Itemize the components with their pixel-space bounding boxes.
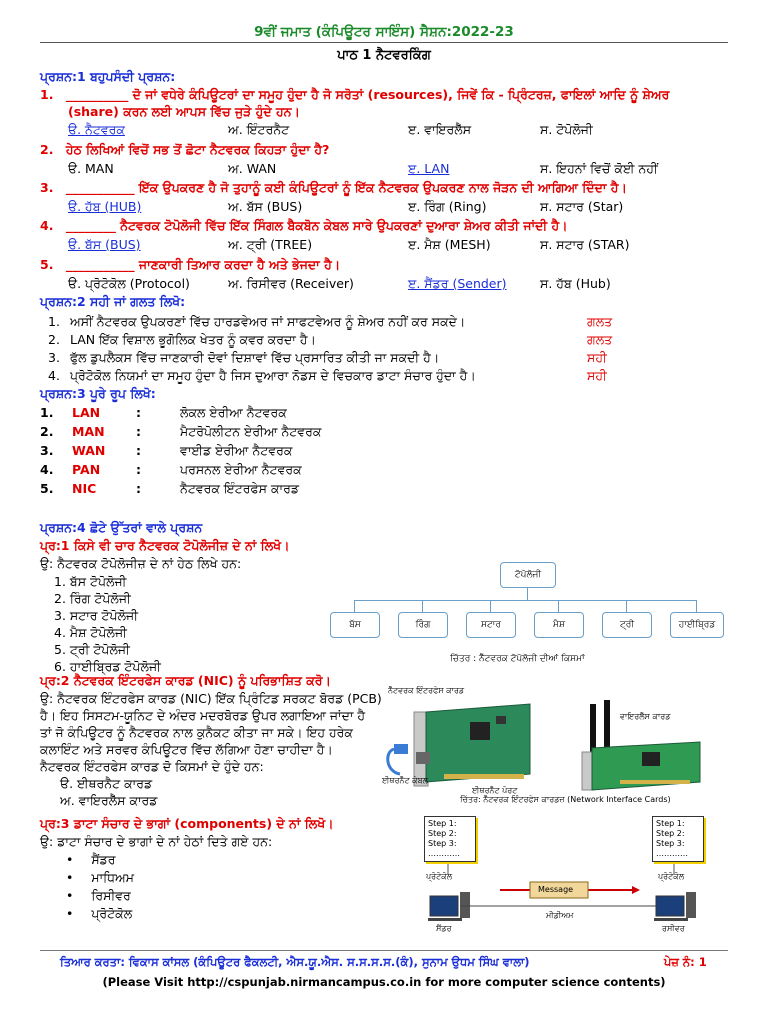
q3-5-sep: : [136, 481, 141, 496]
q1-heading: ਪ੍ਰਸ਼ਨ:1 ਬਹੁਪਸੰਦੀ ਪ੍ਰਸ਼ਨ: [40, 69, 176, 84]
q1-item3-opt-c: ੲ. ਰਿੰਗ (Ring) [408, 199, 487, 214]
protocol-left-label: ਪ੍ਰੋਟੋਕੋਲ [426, 872, 453, 881]
nic-gold-pins [444, 774, 524, 779]
sender-keyboard [428, 918, 462, 921]
q1-item3-num: 3. [40, 180, 54, 195]
footer-prepared-by: ਤਿਆਰ ਕਰਤਾ: ਵਿਕਾਸ ਕਾਂਸਲ (ਕੰਪਿਊਟਰ ਫੈਕਲਟੀ, ਐਸ.ਯੂ.ਐਸ. ਸ.ਸ.ਸ.ਸ.(ਕੰ), ਸੁਨਾਮ ਉਧਮ ਸਿੰਘ ਵਾਲਾ) [60, 955, 530, 969]
q1-item3-opt-b: ਅ. ਬੱਸ (BUS) [228, 199, 303, 214]
topology-branch-line [354, 600, 696, 601]
q3-heading: ਪ੍ਰਸ਼ਨ:3 ਪੂਰੇ ਰੂਪ ਲਿਖੋ: [40, 386, 156, 401]
q1-item2-line1 [40, 142, 329, 158]
q3-2-sep: : [136, 424, 141, 439]
topology-branch-2 [422, 600, 423, 612]
q2-row-4-text: ਪ੍ਰੋਟੋਕੋਲ ਨਿਯਮਾਂ ਦਾ ਸਮੂਹ ਹੁੰਦਾ ਹੈ ਜਿਸ ਦੁਆਰਾ ਨੋਡਸ ਦੇ ਵਿਚਕਾਰ ਡਾਟਾ ਸੰਚਾਰ ਹੁੰਦਾ ਹੈ। [69, 368, 476, 383]
topology-branch-5 [626, 600, 627, 612]
q2-row-3 [48, 350, 439, 366]
topology-root-line [527, 587, 528, 600]
q1-item4-blank: ________ [65, 218, 116, 233]
q4-p1-list-1: 1. ਬੱਸ ਟੋਪੋਲੋਜੀ [54, 574, 127, 589]
sender-step-1: Step 1: [428, 819, 457, 828]
q2-row-1-text: ਅਸੀਂ ਨੈਟਵਰਕ ਉਪਕਰਣਾਂ ਵਿੱਚ ਹਾਰਡਵੇਅਰ ਜਾਂ ਸਾਫਟਵੇਅਰ ਨੂੰ ਸ਼ੇਅਰ ਨਹੀਂ ਕਰ ਸਕਦੇ। [69, 314, 466, 329]
q3-5-full: ਨੈਟਵਰਕ ਇੰਟਰਫੇਸ ਕਾਰਡ [180, 481, 299, 496]
q2-row-1-num: 1. [48, 314, 60, 329]
q4-heading: ਪ੍ਰਸ਼ਨ:4 ਛੋਟੇ ਉੱਤਰਾਂ ਵਾਲੇ ਪ੍ਰਸ਼ਨ [40, 520, 203, 535]
q1-item3-line1 [40, 180, 627, 196]
q1-item3-opt-a: ੳ. ਹੱਬ (HUB) [68, 199, 142, 214]
q1-item1-line2: (share) ਕਰਨ ਲਈ ਆਪਸ ਵਿੱਚ ਜੁੜੇ ਹੁੰਦੇ ਹਨ। [68, 104, 300, 119]
receiver-label: ਰਸੀਵਰ [662, 924, 685, 933]
header-divider [40, 42, 728, 43]
topology-caption: ਚਿੱਤਰ : ਨੈੱਟਵਰਕ ਟੋਪੋਲੋਜੀ ਦੀਆਂ ਕਿਸਮਾਂ [450, 654, 585, 664]
q3-5-abbr: NIC [72, 481, 97, 496]
topology-child-bus: ਬੱਸ [330, 612, 380, 638]
sender-step-3: Step 3: [428, 839, 457, 848]
q3-4-full: ਪਰਸਨਲ ਏਰੀਆ ਨੈਟਵਰਕ [180, 462, 302, 477]
q4-p1-list-3: 3. ਸਟਾਰ ਟੋਪੋਲੋਜੀ [54, 608, 138, 623]
q1-item1-opt-c: ੲ. ਵਾਇਰਲੈੱਸ [408, 122, 472, 137]
wireless-card-label: ਵਾਇਰਲੈੱਸ ਕਾਰਡ [620, 712, 671, 721]
q4-p1-list-2: 2. ਰਿੰਗ ਟੋਪੋਲੋਜੀ [54, 591, 131, 606]
q4-p2-line-6: ੳ. ਈਥਰਨੈਟ ਕਾਰਡ [60, 776, 153, 791]
wireless-gold-pins [620, 780, 690, 784]
q3-4-sep: : [136, 462, 141, 477]
q1-item4-opt-c: ੲ. ਮੈਸ਼ (MESH) [408, 237, 491, 252]
q1-item2-opt-c: ੲ. LAN [408, 161, 450, 176]
q2-row-2 [48, 332, 316, 348]
q1-item5-opt-a: ੳ. ਪ੍ਰੋਟੋਕੋਲ (Protocol) [68, 276, 190, 291]
ethernet-port-label: ਈਥਰਨੈੱਟ ਪੋਰਟ [472, 786, 518, 795]
receiver-dots: ………… [656, 849, 688, 858]
q1-item1-opt-d: ਸ. ਟੋਪੋਲੋਜੀ [540, 122, 593, 137]
nic-card-label: ਨੈੱਟਵਰਕ ਇੰਟਰਫੇਸ ਕਾਰਡ [388, 686, 465, 695]
q1-item5-blank: ___________ [65, 257, 135, 272]
q3-5-num: 5. [40, 481, 54, 496]
q1-item2-opt-b: ਅ. WAN [228, 161, 277, 176]
q1-item1-text: ਦੋ ਜਾਂ ਵਧੇਰੇ ਕੰਪਿਊਟਰਾਂ ਦਾ ਸਮੂਹ ਹੁੰਦਾ ਹੈ ਜੋ ਸਰੋਤਾਂ (resources), ਜਿਵੇਂ ਕਿ - ਪ੍ਰਿੰਟਰਜ਼, ਫਾਇਲਾਂ ਆਦਿ ਨੂੰ ਸ਼ੇਅਰ [128, 87, 670, 102]
q4-p3-question: ਪ੍ਰ:3 ਡਾਟਾ ਸੰਚਾਰ ਦੇ ਭਾਗਾਂ (components) ਦੇ ਨਾਂ ਲਿਖੋ। [40, 816, 334, 831]
q4-p3-answer: ਉ: ਡਾਟਾ ਸੰਚਾਰ ਦੇ ਭਾਗਾਂ ਦੇ ਨਾਂ ਹੇਠਾਂ ਦਿਤੇ ਗਏ ਹਨ: [40, 834, 273, 849]
q2-row-2-text: LAN ਇੱਕ ਵਿਸ਼ਾਲ ਭੂਗੋਲਿਕ ਖੇਤਰ ਨੂੰ ਕਵਰ ਕਰਦਾ ਹੈ। [69, 332, 316, 347]
footer-visit-link[interactable]: (Please Visit http://cspunjab.nirmancampus.co.in for more computer science contents) [102, 975, 666, 989]
nic-image [380, 682, 728, 806]
medium-label: ਮੀਡੀਅਮ [546, 911, 574, 920]
sender-dots: ………… [428, 849, 460, 858]
q1-item5-opt-b: ਅ. ਰਿਸੀਵਰ (Receiver) [228, 276, 354, 291]
sender-monitor [430, 896, 458, 916]
sender-label: ਸੈਂਡਰ [436, 924, 452, 933]
q4-p3-list-4: • ਪ੍ਰੋਟੋਕੋਲ [66, 906, 133, 921]
q2-row-4-num: 4. [48, 368, 60, 383]
q1-item3-opt-d: ਸ. ਸਟਾਰ (Star) [540, 199, 624, 214]
q2-row-4-answer: ਸਹੀ [587, 368, 607, 383]
q3-2-abbr: MAN [72, 424, 105, 439]
q1-item2-opt-a: ੳ. MAN [68, 161, 114, 176]
q1-item4-opt-a: ੳ. ਬੱਸ (BUS) [68, 237, 141, 252]
q1-item5-opt-d: ਸ. ਹੱਬ (Hub) [540, 276, 611, 291]
nic-caption: ਚਿੱਤਰ: ਨੈੱਟਵਰਕ ਇੰਟਰਫੇਸ ਕਾਰਡਜ਼ (Network Interface Cards) [460, 795, 671, 804]
q2-row-3-text: ਫੁੱਲ ਡੁਪਲੈਕਸ ਵਿੱਚ ਜਾਣਕਾਰੀ ਦੋਵਾਂ ਦਿਸ਼ਾਵਾਂ ਵਿੱਚ ਪ੍ਰਸਾਰਿਤ ਕੀਤੀ ਜਾ ਸਕਦੀ ਹੈ। [69, 350, 440, 365]
topology-child-ring: ਰਿੰਗ [398, 612, 448, 638]
q3-3-sep: : [136, 443, 141, 458]
sender-step-2: Step 2: [428, 829, 457, 838]
q4-p3-list-3: • ਰਿਸੀਵਰ [66, 888, 131, 903]
q1-item4-num: 4. [40, 218, 54, 233]
message-arrowhead [632, 886, 640, 894]
nic-board [426, 704, 530, 782]
receiver-step-1: Step 1: [656, 819, 685, 828]
q2-row-1 [48, 314, 465, 330]
q1-item5-line1 [40, 257, 340, 273]
footer-divider [40, 950, 728, 951]
topology-child-star: ਸਟਾਰ [466, 612, 516, 638]
topology-diagram [330, 556, 728, 672]
q3-1-num: 1. [40, 405, 54, 420]
q1-item1-opt-b: ਅ. ਇੰਟਰਨੈਟ [228, 122, 290, 137]
topology-branch-3 [490, 600, 491, 612]
lesson-title: ਪਾਠ 1 ਨੈਟਵਰਕਿੰਗ [337, 48, 431, 63]
sender-tower [460, 892, 470, 918]
q1-item5-text: ਜਾਣਕਾਰੀ ਤਿਆਰ ਕਰਦਾ ਹੈ ਅਤੇ ਭੇਜਦਾ ਹੈ। [134, 257, 341, 272]
q1-item2-opt-d: ਸ. ਇਹਨਾਂ ਵਿਚੋਂ ਕੋਈ ਨਹੀਂ [540, 161, 658, 176]
q3-list [40, 405, 440, 501]
q1-item2-text: ਹੇਠ ਲਿਖਿਆਂ ਵਿਚੋਂ ਸਭ ਤੋਂ ਛੋਟਾ ਨੈਟਵਰਕ ਕਿਹੜਾ ਹੁੰਦਾ ਹੈ? [65, 142, 330, 157]
ethernet-cable-plug [394, 744, 408, 754]
topology-child-mesh: ਮੈਸ਼ [534, 612, 584, 638]
receiver-keyboard [654, 918, 688, 921]
wireless-chip [642, 752, 660, 766]
q3-3-full: ਵਾਈਡ ਏਰੀਆ ਨੈਟਵਰਕ [180, 443, 293, 458]
receiver-step-3: Step 3: [656, 839, 685, 848]
page-header-title: 9ਵੀਂ ਜਮਾਤ (ਕੰਪਿਊਟਰ ਸਾਇੰਸ) ਸੈਸ਼ਨ:2022-23 [254, 24, 514, 40]
q4-p1-list-5: 5. ਟ੍ਰੀ ਟੋਪੋਲੋਜੀ [54, 642, 130, 657]
topology-branch-4 [558, 600, 559, 612]
topology-child-hybrid: ਹਾਈਬ੍ਰਿਡ [670, 612, 724, 638]
q2-row-4 [48, 368, 476, 384]
topology-root-box: ਟੋਪੋਲੋਜੀ [500, 562, 556, 588]
q3-1-full: ਲੋਕਲ ਏਰੀਆ ਨੈਟਵਰਕ [180, 405, 287, 420]
q1-item3-text: ਇੱਕ ਉਪਕਰਣ ਹੈ ਜੋ ਤੁਹਾਨੂੰ ਕਈ ਕੰਪਿਊਟਰਾਂ ਨੂੰ ਇੱਕ ਨੈਟਵਰਕ ਉਪਕਰਣ ਨਾਲ ਜੋੜਨ ਦੀ ਆਗਿਆ ਦਿੰਦਾ ਹੈ। [134, 180, 627, 195]
nic-chip-small [496, 716, 506, 724]
topology-branch-6 [696, 600, 697, 612]
q1-item5-opt-c: ੲ. ਸੈਂਡਰ (Sender) [408, 276, 507, 291]
q4-p1-list-4: 4. ਮੈਸ਼ ਟੋਪੋਲੋਜੀ [54, 625, 127, 640]
q4-p2-line-5: ਨੈਟਵਰਕ ਇੰਟਰਫੇਸ ਕਾਰਡ ਦੋ ਕਿਸਮਾਂ ਦੇ ਹੁੰਦੇ ਹਨ: [40, 759, 264, 774]
nic-illustration [380, 682, 728, 806]
q4-p2-line-4: ਕਲਾਇੰਟ ਅਤੇ ਸਰਵਰ ਕੰਪਿਊਟਰ ਵਿੱਚ ਲੱਗਿਆ ਹੋਣਾ ਚਾਹੀਦਾ ਹੈ। [40, 742, 333, 757]
q4-p3-list-1: • ਸੈਂਡਰ [66, 852, 116, 867]
q4-p3-list-1-text: ਸੈਂਡਰ [91, 852, 116, 867]
q2-heading: ਪ੍ਰਸ਼ਨ:2 ਸਹੀ ਜਾਂ ਗਲਤ ਲਿਖੋ: [40, 294, 186, 309]
q1-item1-blank: __________ [65, 87, 129, 102]
q1-item5-num: 5. [40, 257, 54, 272]
q1-item1-opt-a: ੳ. ਨੈਟਵਰਕ [68, 122, 125, 137]
nic-chip [470, 722, 490, 740]
q4-p2-line-7: ਅ. ਵਾਇਰਲੈੱਸ ਕਾਰਡ [60, 793, 158, 808]
ethernet-cable-label: ਈਥਰਨੈੱਟ ਕੇਬਲ [382, 776, 428, 785]
receiver-step-2: Step 2: [656, 829, 685, 838]
q4-p2-line-3: ਤਾਂ ਜੋ ਕੰਪਿਊਟਰ ਨੂੰ ਨੈਟਵਰਕ ਨਾਲ ਕੁਨੈਕਟ ਕੀਤਾ ਜਾ ਸਕੇ। ਇਹ ਹਰੇਕ [40, 725, 353, 740]
q1-item1-num: 1. [40, 87, 54, 102]
q2-row-2-num: 2. [48, 332, 60, 347]
q3-2-full: ਮੈਟਰੋਪੋਲੀਟਨ ਏਰੀਆ ਨੈਟਵਰਕ [180, 424, 322, 439]
q4-p3-list-2: • ਮਾਧਿਅਮ [66, 870, 135, 885]
q1-item3-blank: ___________ [65, 180, 135, 195]
topology-branch-1 [354, 600, 355, 612]
q1-item4-text: ਨੈਟਵਰਕ ਟੋਪੋਲੋਜੀ ਵਿੱਚ ਇੱਕ ਸਿੰਗਲ ਬੈਕਬੋਨ ਕੇਬਲ ਸਾਰੇ ਉਪਕਰਣਾਂ ਦੁਆਰਾ ਸ਼ੇਅਰ ਕੀਤੀ ਜਾਂਦੀ ਹੈ। [115, 218, 568, 233]
q4-p3-list-2-text: ਮਾਧਿਅਮ [91, 870, 135, 885]
q4-p1-list-6: 6. ਹਾਈਬ੍ਰਿਡ ਟੋਪੋਲੋਜੀ [54, 659, 161, 674]
q3-1-abbr: LAN [72, 405, 101, 420]
q1-item1-line1 [40, 87, 669, 103]
q3-2-num: 2. [40, 424, 54, 439]
q4-p2-line-1: ਉ: ਨੈਟਵਰਕ ਇੰਟਰਫੇਸ ਕਾਰਡ (NIC) ਇੱਕ ਪ੍ਰਿੰਟਿਡ ਸਰਕਟ ਬੋਰਡ (PCB) [40, 691, 382, 706]
q3-4-abbr: PAN [72, 462, 101, 477]
ethernet-port-shape [416, 752, 430, 764]
q4-p2-question: ਪ੍ਰ:2 ਨੈਟਵਰਕ ਇੰਟਰਫੇਸ ਕਾਰਡ (NIC) ਨੂੰ ਪਰਿਭਾਸ਼ਿਤ ਕਰੋ। [40, 673, 331, 688]
q2-row-1-answer: ਗਲਤ [587, 314, 613, 329]
q1-item4-opt-b: ਅ. ਟ੍ਰੀ (TREE) [228, 237, 313, 252]
q1-item4-opt-d: ਸ. ਸਟਾਰ (STAR) [540, 237, 630, 252]
q2-row-3-num: 3. [48, 350, 60, 365]
q1-item2-num: 2. [40, 142, 54, 157]
q4-p1-question: ਪ੍ਰ:1 ਕਿਸੇ ਵੀ ਚਾਰ ਨੈਟਵਰਕ ਟੋਪੋਲੋਜੀਜ਼ ਦੇ ਨਾਂ ਲਿਖੋ। [40, 538, 290, 553]
q2-row-3-answer: ਸਹੀ [587, 350, 607, 365]
q4-p3-list-4-text: ਪ੍ਰੋਟੋਕੋਲ [91, 906, 133, 921]
protocol-right-label: ਪ੍ਰੋਟੋਕੋਲ [658, 872, 685, 881]
message-label: Message [538, 885, 574, 894]
q4-p2-line-2: ਹੈ। ਇਹ ਸਿਸਟਮ-ਯੂਨਿਟ ਦੇ ਅੰਦਰ ਮਦਰਬੋਰਡ ਉਪਰ ਲਗਾਇਆ ਜਾਂਦਾ ਹੈ [40, 708, 366, 723]
q3-3-abbr: WAN [72, 443, 106, 458]
footer-page-number: ਪੇਜ਼ ਨੰ: 1 [664, 955, 707, 969]
q2-row-2-answer: ਗਲਤ [587, 332, 613, 347]
q3-1-sep: : [136, 405, 141, 420]
q1-item4-line1 [40, 218, 568, 234]
receiver-tower [686, 892, 696, 918]
q3-4-num: 4. [40, 462, 54, 477]
topology-child-tree: ਟ੍ਰੀ [602, 612, 652, 638]
q4-p1-answer: ਉ: ਨੈਟਵਰਕ ਟੋਪੋਲੋਜੀਜ਼ ਦੇ ਨਾਂ ਹੇਠ ਲਿਖੇ ਹਨ: [40, 556, 242, 571]
q3-3-num: 3. [40, 443, 54, 458]
q4-p3-list-3-text: ਰਿਸੀਵਰ [91, 888, 131, 903]
data-communication-diagram [410, 812, 706, 936]
receiver-monitor [656, 896, 684, 916]
